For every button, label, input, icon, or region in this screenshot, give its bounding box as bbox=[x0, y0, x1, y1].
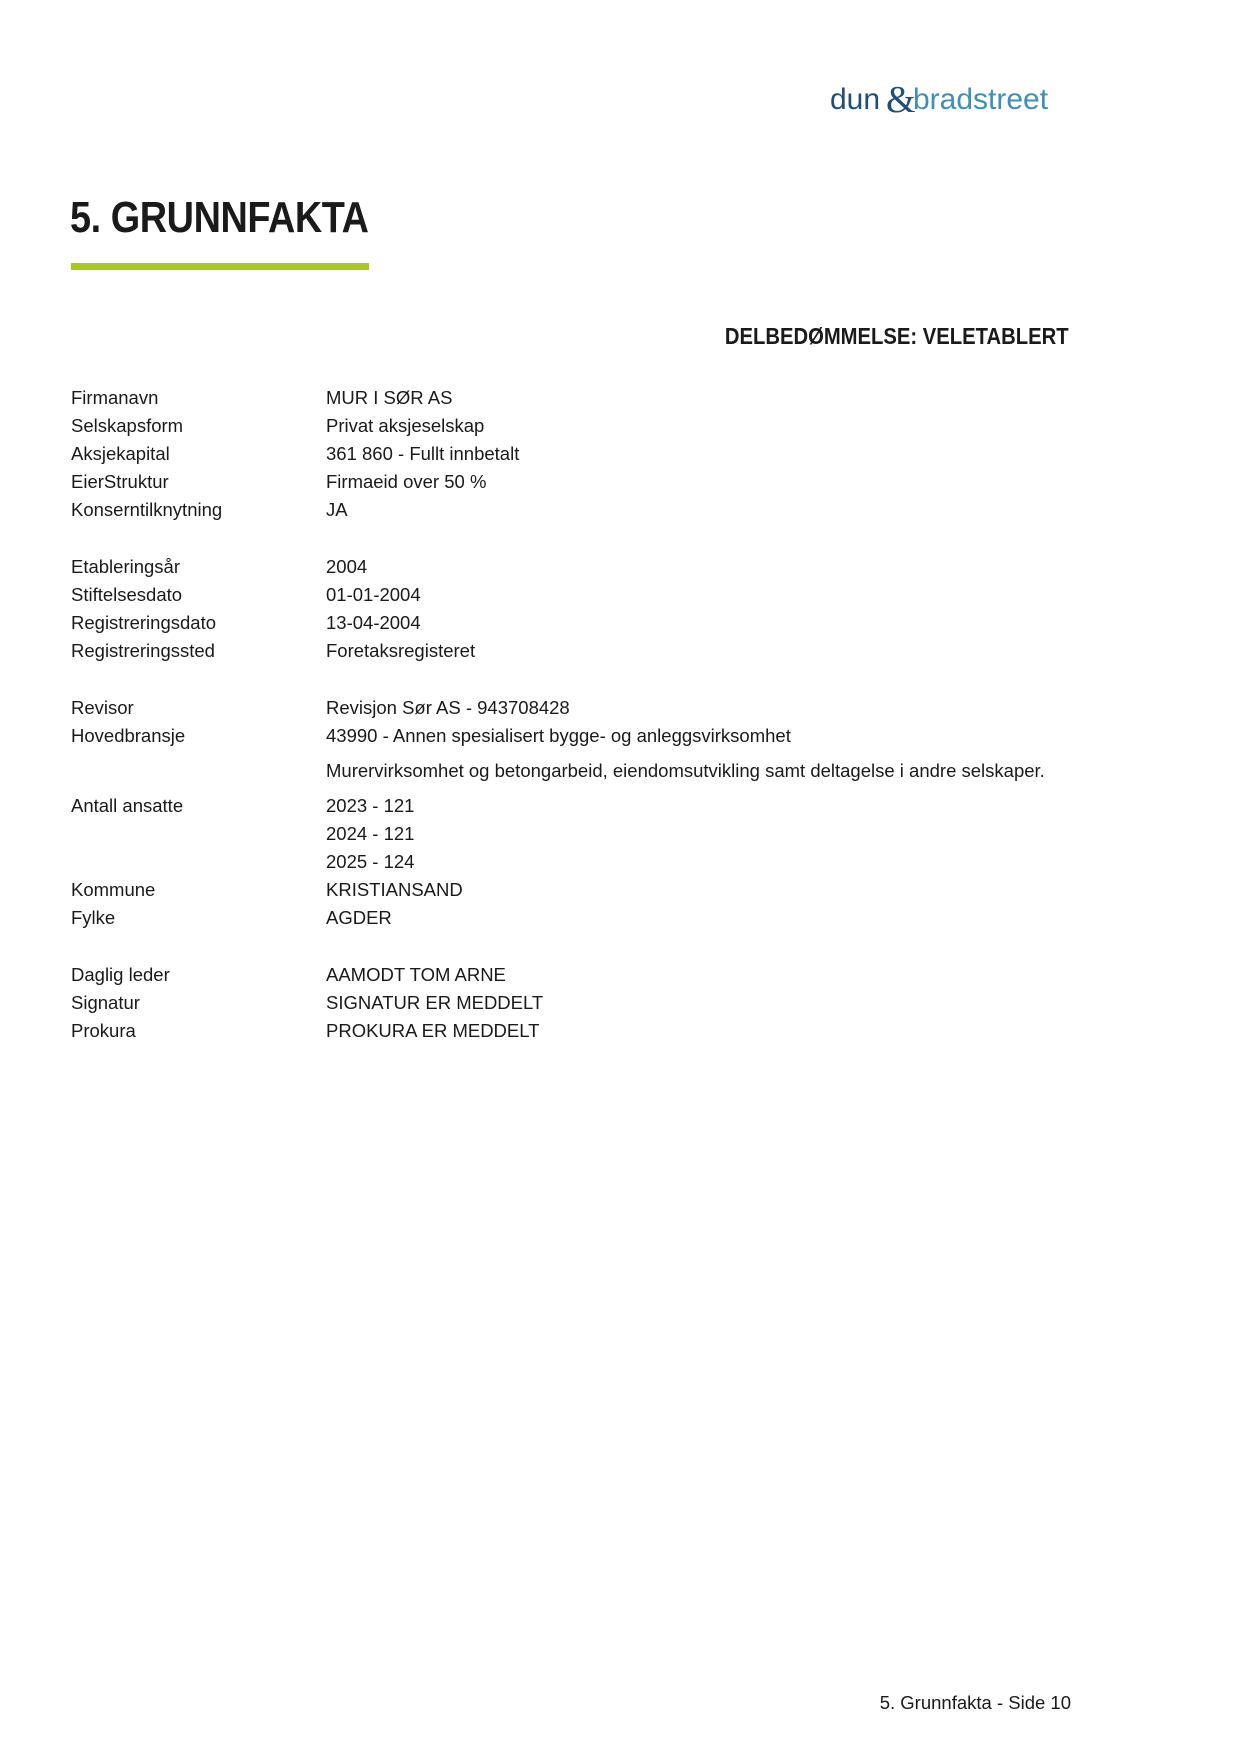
fact-value: JA bbox=[326, 499, 348, 520]
facts-table bbox=[71, 384, 1071, 1045]
line-gap bbox=[71, 750, 1071, 757]
fact-row-fylke bbox=[71, 904, 1071, 932]
fact-value: Privat aksjeselskap bbox=[326, 415, 485, 436]
dun-bradstreet-logo bbox=[830, 78, 1070, 122]
fact-value: KRISTIANSAND bbox=[326, 879, 463, 900]
fact-row-antall-ansatte bbox=[71, 820, 1071, 848]
fact-row-registreringsdato bbox=[71, 609, 1071, 637]
fact-label: Stiftelsesdato bbox=[71, 584, 183, 605]
fact-label: Hovedbransje bbox=[71, 725, 186, 746]
fact-value: SIGNATUR ER MEDDELT bbox=[326, 992, 544, 1013]
fact-label: Firmanavn bbox=[71, 387, 159, 408]
fact-row-hovedbransje-description bbox=[71, 757, 1071, 785]
fact-row-prokura bbox=[71, 1017, 1071, 1045]
fact-label: Antall ansatte bbox=[71, 795, 184, 816]
fact-value: AGDER bbox=[326, 907, 392, 928]
fact-value: 2004 bbox=[326, 556, 368, 577]
fact-label: Etableringsår bbox=[71, 556, 181, 577]
fact-label: Daglig leder bbox=[71, 964, 170, 985]
rating-subheading: DELBEDØMMELSE: VELETABLERT bbox=[725, 323, 1069, 349]
fact-value: 13-04-2004 bbox=[326, 612, 421, 633]
fact-value: AAMODT TOM ARNE bbox=[326, 964, 506, 985]
fact-row-registreringssted bbox=[71, 637, 1071, 665]
fact-row-selskapsform bbox=[71, 412, 1071, 440]
fact-row-aksjekapital bbox=[71, 440, 1071, 468]
fact-row-kommune bbox=[71, 876, 1071, 904]
fact-label: EierStruktur bbox=[71, 471, 169, 492]
fact-value: Foretaksregisteret bbox=[326, 640, 476, 661]
fact-value: MUR I SØR AS bbox=[326, 387, 453, 408]
line-gap bbox=[71, 785, 1071, 792]
fact-value: 43990 - Annen spesialisert bygge- og anleggsvirksomhet bbox=[326, 725, 791, 746]
fact-label: Kommune bbox=[71, 879, 156, 900]
fact-value: 2023 - 121 bbox=[326, 795, 415, 816]
fact-label: Aksjekapital bbox=[71, 443, 170, 464]
logo-text-bradstreet: bradstreet bbox=[913, 83, 1049, 116]
fact-row-eierstruktur bbox=[71, 468, 1071, 496]
fact-value: 2024 - 121 bbox=[326, 823, 415, 844]
fact-value: Murervirksomhet og betongarbeid, eiendomsutvikling samt deltagelse i andre selskaper. bbox=[326, 760, 1045, 781]
fact-row-antall-ansatte bbox=[71, 848, 1071, 876]
fact-label: Selskapsform bbox=[71, 415, 184, 436]
fact-label: Registreringssted bbox=[71, 640, 215, 661]
fact-row-signatur bbox=[71, 989, 1071, 1017]
fact-row-revisor bbox=[71, 694, 1071, 722]
fact-row-stiftelsesdato bbox=[71, 581, 1071, 609]
title-underline bbox=[71, 263, 369, 270]
fact-row-firmanavn bbox=[71, 384, 1071, 412]
fact-value: Revisjon Sør AS - 943708428 bbox=[326, 697, 570, 718]
fact-row-hovedbransje bbox=[71, 722, 1071, 750]
page-footer: 5. Grunnfakta - Side 10 bbox=[879, 1692, 1071, 1713]
fact-label: Registreringsdato bbox=[71, 612, 216, 633]
fact-value: 2025 - 124 bbox=[326, 851, 415, 872]
fact-label: Konserntilknytning bbox=[71, 499, 223, 520]
fact-row-etableringsar bbox=[71, 553, 1071, 581]
fact-label: Prokura bbox=[71, 1020, 136, 1041]
fact-row-daglig-leder bbox=[71, 961, 1071, 989]
fact-label: Fylke bbox=[71, 907, 116, 928]
fact-row-konserntilknytning bbox=[71, 496, 1071, 524]
logo-text-dun: dun bbox=[830, 83, 881, 116]
fact-value: 361 860 - Fullt innbetalt bbox=[326, 443, 520, 464]
section-gap bbox=[71, 665, 1071, 694]
section-gap bbox=[71, 524, 1071, 553]
fact-value: PROKURA ER MEDDELT bbox=[326, 1020, 540, 1041]
fact-row-antall-ansatte bbox=[71, 792, 1071, 820]
logo-ampersand: & bbox=[886, 79, 916, 121]
fact-value: Firmaeid over 50 % bbox=[326, 471, 487, 492]
fact-value: 01-01-2004 bbox=[326, 584, 421, 605]
page-title: 5. GRUNNFAKTA bbox=[70, 193, 369, 242]
fact-label: Signatur bbox=[71, 992, 140, 1013]
section-gap bbox=[71, 932, 1071, 961]
fact-label: Revisor bbox=[71, 697, 134, 718]
